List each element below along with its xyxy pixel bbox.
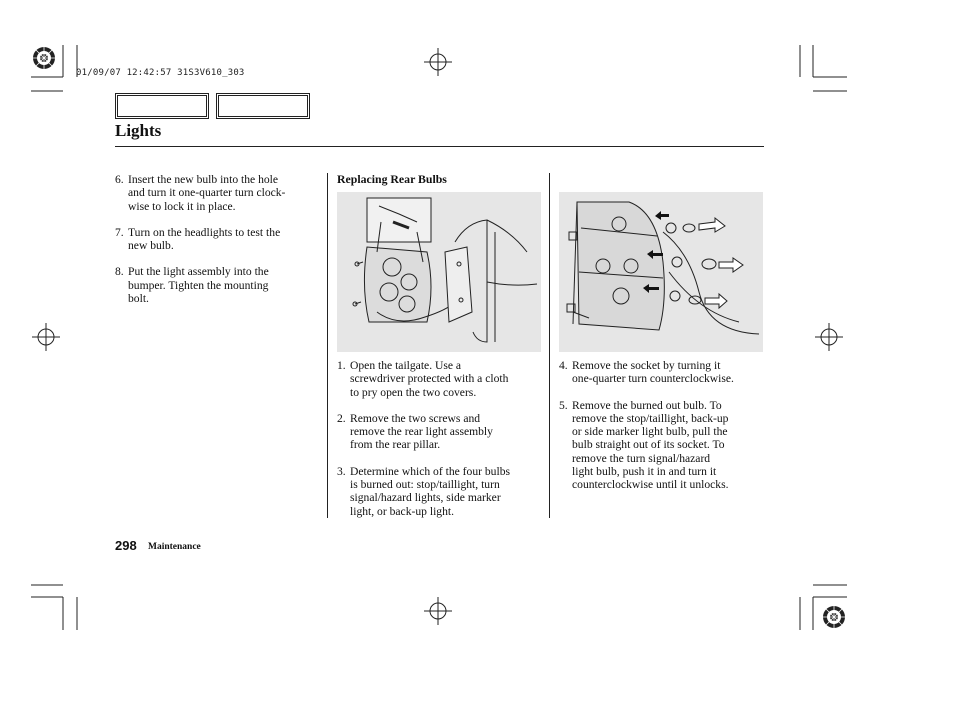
page-number: 298 [115,538,137,553]
bulb-socket-illustration [559,192,763,352]
header-tab-box [216,93,310,119]
page-title: Lights [115,121,162,140]
list-item: 1. Open the tailgate. Use a screwdriver protected with a cloth to pry open the two covers. [337,359,509,399]
middle-column [337,359,542,531]
list-item: 5. Remove the burned out bulb. To remove the stop/taillight, back-up or side marker light bulb, pull the bulb straight out of its socket. To remove the turn signal/hazard light bulb, push it in and turn it counterclockwise until it unlocks. [559,398,729,492]
registration-starburst-icon [823,606,845,628]
tail-light-removal-drawing [337,192,541,352]
column-divider [549,173,550,518]
left-column [115,173,320,318]
list-item: 2. Remove the two screws and remove the rear light assembly from the rear pillar. [337,411,493,452]
print-timestamp: 01/09/07 12:42:57 31S3V610_303 [76,68,245,78]
list-item: 3. Determine which of the four bulbs is burned out: stop/taillight, turn signal/hazard lights, side marker light, or back-up light. [337,464,511,518]
list-item: 7. Turn on the headlights to test the new bulb. [115,225,281,253]
column-divider [327,173,328,518]
right-column [559,359,769,505]
registration-starburst-icon [33,47,55,69]
title-rule [115,146,764,147]
header-tab-box [115,93,209,119]
list-item: 8. Put the light assembly into the bumper. Tighten the mounting bolt. [115,265,269,306]
list-item: 4. Remove the socket by turning it one-quarter turn counterclockwise. [559,359,734,386]
list-item: 6. Insert the new bulb into the hole and turn it one-quarter turn clock- wise to lock it in place. [115,173,286,213]
bulb-removal-drawing [559,192,763,352]
section-heading: Replacing Rear Bulbs [337,172,447,186]
section-name: Maintenance [148,542,201,552]
rear-pillar-illustration [337,192,541,352]
